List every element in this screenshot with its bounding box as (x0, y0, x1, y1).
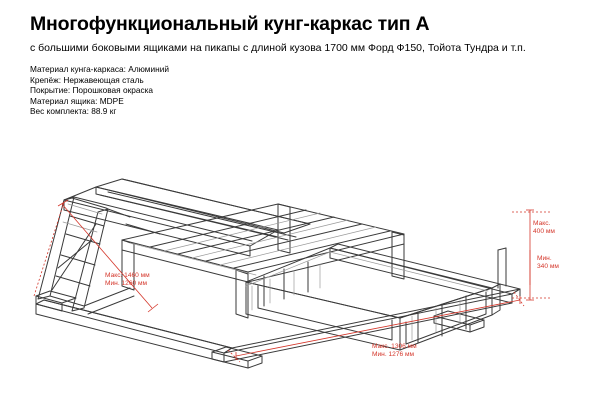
dimension-length (372, 343, 417, 359)
spec-item-box-material: Материал ящика: MDPE (30, 95, 124, 106)
technical-drawing (0, 100, 600, 401)
mounting-feet (36, 291, 484, 368)
dimension-height-max (533, 220, 555, 236)
spec-item-material: Материал кунга-каркаса: Алюминий (30, 64, 169, 74)
dimension-height-max-line1: Макс. (533, 220, 551, 227)
dimension-width-min: Мин. 1260 мм (105, 279, 148, 287)
dimension-width-max: Макс. 1460 мм (105, 272, 150, 279)
front-posts (498, 248, 506, 288)
dimension-height-min-line2: 340 мм (537, 262, 559, 270)
dimension-height-max-line2: 400 мм (533, 227, 555, 235)
spec-item-weight: Вес комплекта: 88.9 кг (30, 106, 117, 117)
canopy-rack-illustration (0, 100, 600, 401)
rear-arch (64, 187, 278, 256)
dimension-height-min (537, 255, 559, 271)
dimension-length-max: Макс. 1306 мм (372, 343, 417, 350)
spec-item-coating: Покрытие: Порошковая окраска (30, 85, 154, 96)
dimension-length-min: Мин. 1276 мм (372, 350, 415, 358)
page-subtitle: с большими боковыми ящиками на пикапы с длиной кузова 1700 мм Форд Ф150, Тойота Тундра и т.п. (30, 42, 526, 54)
page-title: Многофункциональный кунг-каркас тип A (30, 13, 430, 35)
rear-ladder-frame (38, 197, 108, 311)
dimension-height-min-line1: Мин. (537, 255, 552, 262)
dimension-width (105, 272, 150, 288)
upper-deck (122, 204, 404, 282)
spec-item-fasteners: Крепёж: Нержавеющая сталь (30, 74, 144, 85)
